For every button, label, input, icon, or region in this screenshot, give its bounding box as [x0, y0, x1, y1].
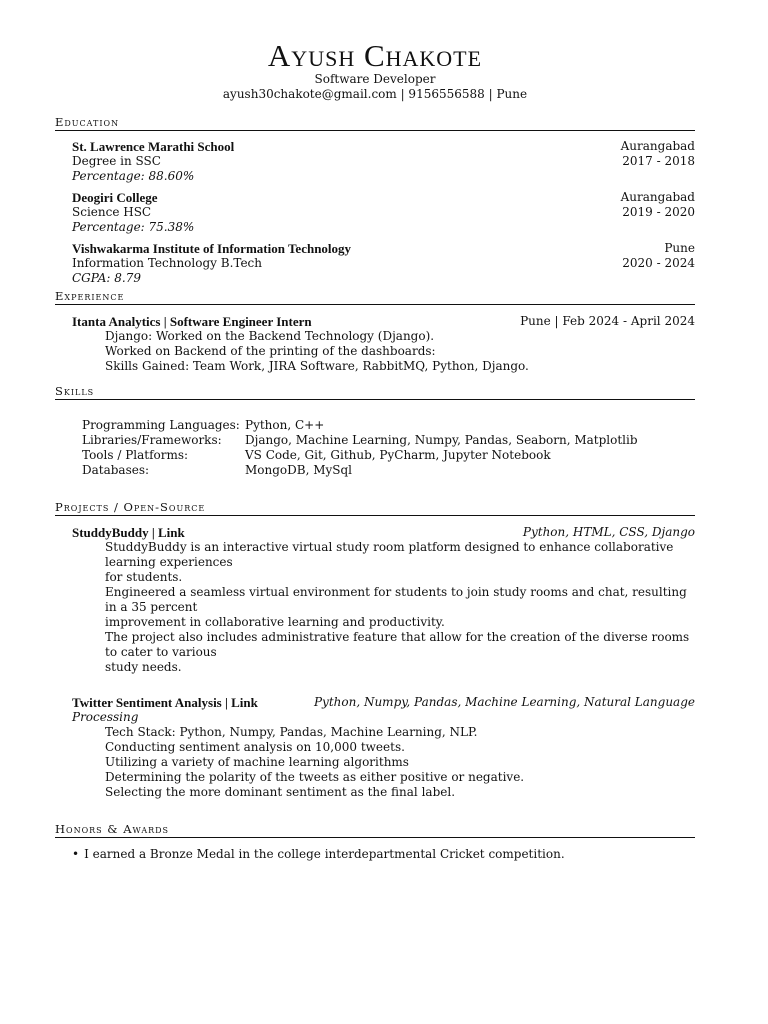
skill-value: Django, Machine Learning, Numpy, Pandas, Seaborn, Matplotlib: [245, 433, 638, 447]
project-line: Conducting sentiment analysis on 10,000 tweets.: [105, 740, 405, 754]
contact-line: ayush30chakote@gmail.com | 9156556588 | Pune: [222, 87, 528, 101]
score: CGPA: 8.79: [72, 271, 141, 285]
skill-row: [82, 448, 695, 463]
project-line: for students.: [105, 570, 183, 584]
school-name: St. Lawrence Marathi School: [72, 139, 235, 154]
school-location: Aurangabad: [620, 139, 695, 153]
skill-value: MongoDB, MySql: [245, 463, 353, 477]
section-title-skills: Skills: [55, 384, 695, 400]
dates: 2019 - 2020: [622, 205, 695, 219]
project-tech: Python, Numpy, Pandas, Machine Learning, Natural Language: [313, 695, 695, 709]
skill-label: Databases:: [82, 463, 150, 477]
project-line: Engineered a seamless virtual environment for students to join study rooms and chat, resulting in a 35 percent: [105, 585, 687, 614]
skill-label: Programming Languages:: [82, 418, 240, 432]
school-location: Pune: [664, 241, 695, 255]
skills-list: [82, 418, 695, 478]
education-entry: [72, 190, 695, 235]
degree: Science HSC: [72, 205, 152, 219]
school-name: Deogiri College: [72, 190, 158, 205]
project-name[interactable]: StuddyBuddy | Link: [72, 525, 185, 540]
experience-line: Worked on Backend of the printing of the dashboards:: [105, 344, 436, 358]
project-line: improvement in collaborative learning and productivity.: [105, 615, 445, 629]
skill-value: VS Code, Git, Github, PyCharm, Jupyter Notebook: [245, 448, 551, 462]
project-line: Determining the polarity of the tweets as either positive or negative.: [105, 770, 525, 784]
experience-section: [55, 289, 695, 374]
project-name[interactable]: Twitter Sentiment Analysis | Link: [72, 695, 258, 710]
projects-section: [55, 500, 695, 800]
project-entry: [72, 525, 695, 675]
education-entry: [72, 139, 695, 184]
experience-entry: [72, 314, 695, 374]
project-line: Selecting the more dominant sentiment as the final label.: [105, 785, 456, 799]
score: Percentage: 75.38%: [72, 220, 195, 234]
skill-label: Tools / Platforms:: [82, 448, 189, 462]
experience-line: Skills Gained: Team Work, JIRA Software, RabbitMQ, Python, Django.: [105, 359, 529, 373]
project-line: Tech Stack: Python, Numpy, Pandas, Machine Learning, NLP.: [105, 725, 478, 739]
dates: 2017 - 2018: [622, 154, 695, 168]
project-line: The project also includes administrative feature that allow for the creation of the diverse rooms to cater to various: [105, 630, 690, 659]
experience-line: Django: Worked on the Backend Technology (Django).: [105, 329, 435, 343]
skill-row: [82, 463, 695, 478]
bullet-icon: •: [72, 847, 80, 861]
experience-meta: Pune | Feb 2024 - April 2024: [520, 314, 695, 328]
experience-role: Itanta Analytics | Software Engineer Intern: [72, 314, 312, 329]
score: Percentage: 88.60%: [72, 169, 195, 183]
honors-section: [55, 822, 695, 862]
project-line: Utilizing a variety of machine learning algorithms: [105, 755, 409, 769]
skill-row: [82, 433, 695, 448]
skill-label: Libraries/Frameworks:: [82, 433, 222, 447]
project-line: study needs.: [105, 660, 182, 674]
project-line: StuddyBuddy is an interactive virtual study room platform designed to enhance collaborative learning experiences: [105, 540, 674, 569]
honor-text: I earned a Bronze Medal in the college interdepartmental Cricket competition.: [84, 847, 565, 861]
skill-row: [82, 418, 695, 433]
honor-item: [72, 847, 695, 862]
section-title-education: Education: [55, 115, 695, 131]
section-title-experience: Experience: [55, 289, 695, 305]
school-name: Vishwakarma Institute of Information Technology: [72, 241, 352, 256]
candidate-name: Ayush Chakote: [267, 38, 483, 73]
degree: Information Technology B.Tech: [72, 256, 263, 270]
project-tech-continued: Processing: [72, 710, 139, 724]
job-title: Software Developer: [314, 72, 436, 86]
section-title-projects: Projects / Open-Source: [55, 500, 695, 516]
skill-value: Python, C++: [245, 418, 325, 432]
project-tech: Python, HTML, CSS, Django: [522, 525, 695, 539]
dates: 2020 - 2024: [622, 256, 695, 270]
education-section: [55, 115, 695, 286]
resume-header: [55, 40, 695, 102]
project-entry: [72, 695, 695, 800]
degree: Degree in SSC: [72, 154, 161, 168]
section-title-honors: Honors & Awards: [55, 822, 695, 838]
education-entry: [72, 241, 695, 286]
resume-page: [55, 0, 695, 862]
skills-section: [55, 384, 695, 478]
school-location: Aurangabad: [620, 190, 695, 204]
